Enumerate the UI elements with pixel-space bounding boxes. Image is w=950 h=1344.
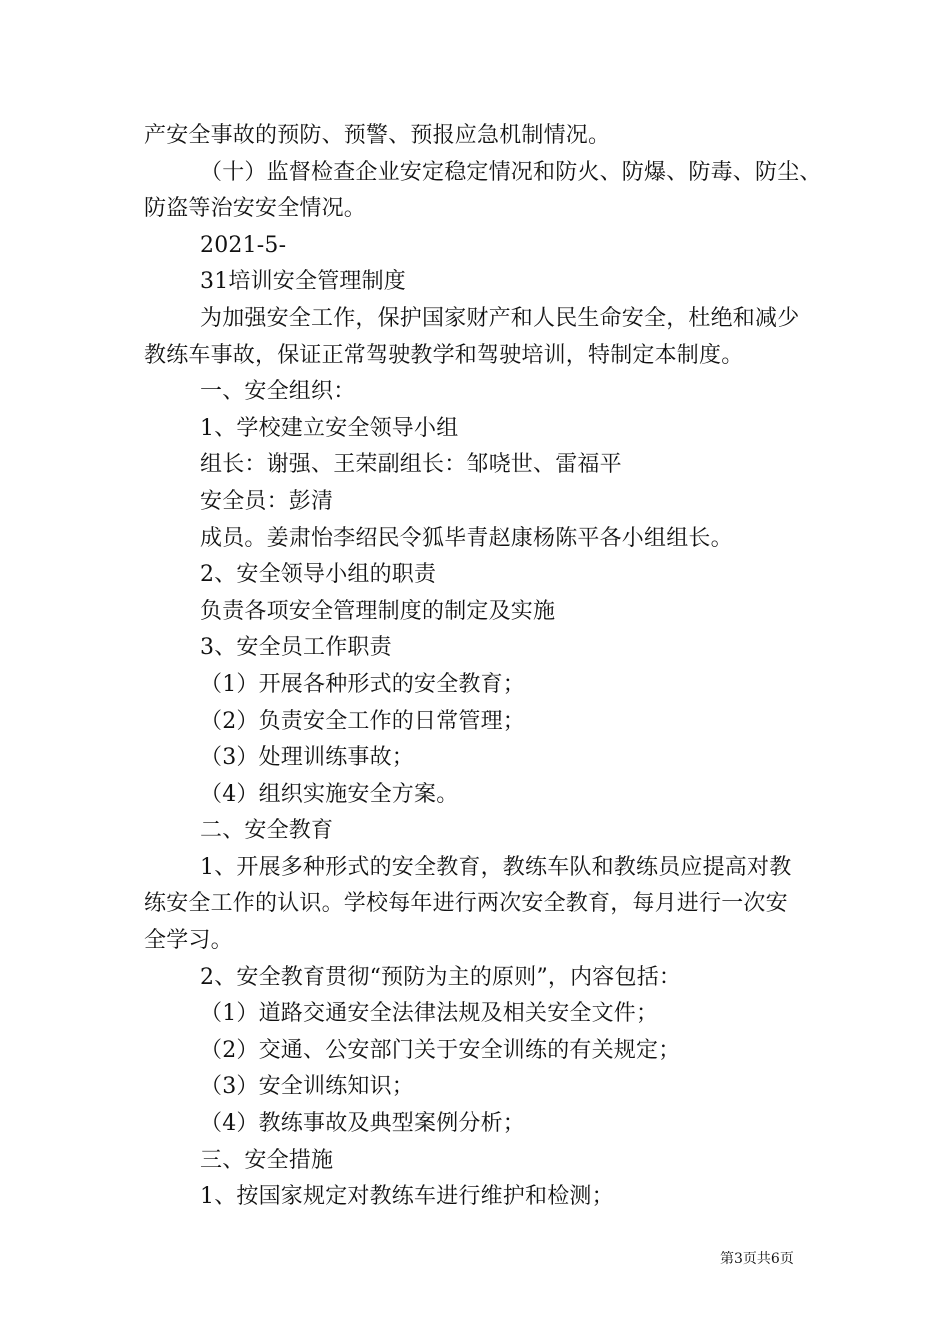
text-line: 练安全工作的认识。学校每年进行两次安全教育，每月进行一次安 (144, 891, 788, 917)
document-body (144, 118, 824, 1216)
text-line: 二、安全教育 (200, 818, 334, 844)
text-line: （十）监督检查企业安定稳定情况和防火、防爆、防毒、防尘、 (200, 159, 822, 185)
text-line: 3、安全员工作职责 (200, 635, 392, 661)
text-line: 成员。姜肃怡李绍民令狐毕青赵康杨陈平各小组组长。 (200, 525, 733, 551)
text-line: 组长：谢强、王荣副组长：邹哓世、雷福平 (200, 452, 622, 478)
text-line: 31培训安全管理制度 (200, 269, 406, 295)
text-line: 防盗等治安安全情况。 (144, 196, 367, 222)
text-line: 2、安全教育贯彻“预防为主的原则”，内容包括： (200, 964, 682, 990)
text-line: 全学习。 (144, 928, 233, 954)
page-number: 第3页共6页 (720, 1251, 794, 1267)
text-line: 为加强安全工作，保护国家财产和人民生命安全，杜绝和减少 (200, 305, 800, 331)
text-line: 负责各项安全管理制度的制定及实施 (200, 598, 556, 624)
text-line: （4）组织实施安全方案。 (200, 781, 459, 807)
text-line: 1、按国家规定对教练车进行维护和检测； (200, 1184, 614, 1210)
text-line: （4）教练事故及典型案例分析； (200, 1111, 525, 1137)
text-line: 1、开展多种形式的安全教育，教练车队和教练员应提高对教 (200, 854, 792, 880)
text-line: 三、安全措施 (200, 1147, 334, 1173)
text-line: （2）负责安全工作的日常管理； (200, 708, 525, 734)
text-line: （2）交通、公安部门关于安全训练的有关规定； (200, 1037, 681, 1063)
text-line: 一、安全组织： (200, 379, 356, 405)
text-line: 2021-5- (200, 232, 287, 258)
text-line: 教练车事故，保证正常驾驶教学和驾驶培训，特制定本制度。 (144, 342, 744, 368)
text-line: 产安全事故的预防、预警、预报应急机制情况。 (144, 123, 611, 148)
text-line: 2、安全领导小组的职责 (200, 562, 437, 588)
text-line: （3）处理训练事故； (200, 745, 414, 771)
text-line: （1）道路交通安全法律法规及相关安全文件； (200, 1001, 659, 1027)
text-line: 安全员：彭清 (200, 488, 334, 514)
text-line: 1、学校建立安全领导小组 (200, 415, 459, 441)
text-line: （1）开展各种形式的安全教育； (200, 671, 525, 697)
text-line: （3）安全训练知识； (200, 1074, 414, 1100)
